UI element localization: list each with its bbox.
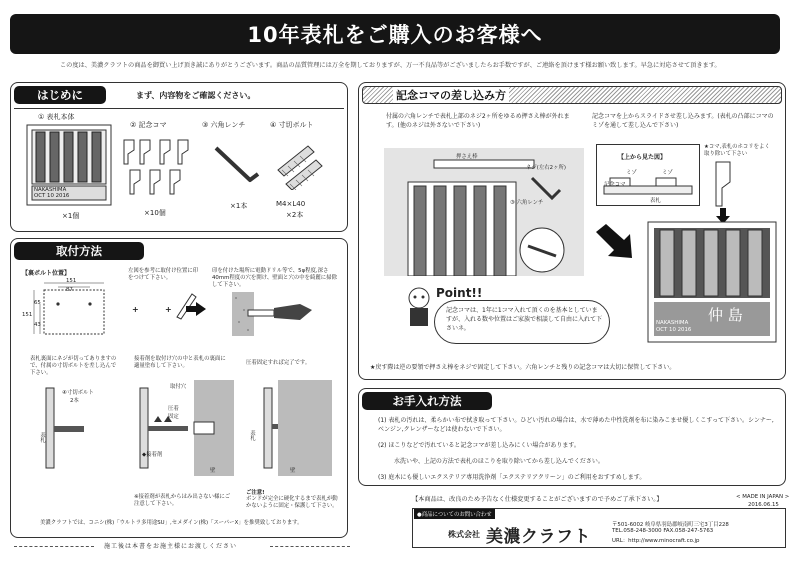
dim-w-outer: 151: [66, 278, 77, 284]
doc-date: 2016.06.15: [748, 502, 779, 508]
drill-illustration: [230, 290, 320, 338]
label-screw: ネジ(左右2ヶ所): [526, 165, 566, 171]
step1-text: 左図を参考に取付け位置に印をつけて下さい。: [128, 268, 199, 281]
adhesive-label-press: 圧着: [168, 406, 179, 412]
intro-text: この度は、美濃クラフトの商品を御買い上げ頂き誠にありがとうございます。商品の品質管理には万全を期しておりますが、万一不良品等がございましたらお手数ですが、ご連絡を頂けます様お願い致します。早急に対応させて頂きます。: [60, 62, 721, 69]
step4-text: 接着剤を取付け穴の中と表札の裏面に適量塗布して下さい。: [134, 356, 226, 369]
kinenkoma-header: [362, 86, 782, 104]
hajimeni-header: はじめに: [14, 86, 106, 104]
bolt-position-label: 【裏ボルト位置】: [22, 270, 71, 277]
adhesive-hole-label: ◆接着剤: [142, 452, 163, 458]
koma-hint: ★コマ,表札のホコリをよく取り除いて下さい: [704, 144, 770, 157]
toritsuke-header: 取付方法: [14, 242, 144, 260]
top-label-koma: 記念コマ: [604, 182, 626, 188]
company-address: 〒501-6002 岐阜県羽島郡岐南町三宅3丁目228: [612, 522, 729, 528]
step2-text: 印を付けた場所に電動ドリル等で、5φ程度,深さ40mm程度の穴を開け、壁面と穴の中を綺麗に掃除して下さい。: [212, 268, 337, 288]
caution-title: ご注意!: [246, 490, 265, 496]
plus-icon: +: [132, 305, 139, 314]
bolt-qty: 2本: [70, 398, 79, 404]
point-body: 記念コマは、1年に1コマ入れて頂くのを基本としていますが、入れる数や位置はご家族で相談して自由に入れて下さいネ。: [446, 307, 603, 332]
plate-kanji: 仲 島: [708, 306, 743, 324]
kinen-koma-illustration: [120, 136, 196, 200]
koma-piece-icon: [712, 160, 734, 208]
dim-h-2: 43: [34, 322, 41, 328]
finish-note: ★戻す際は逆の要領で押さえ棒をネジで固定して下さい。六角レンチと残りの記念コマは大切に保管して下さい。: [370, 364, 676, 371]
oteire-header: お手入れ方法: [362, 392, 492, 410]
bolt-spec: M4×L40: [276, 200, 306, 208]
caution-body: ボンドが完全に硬化するまで表札が動かないように固定・保護して下さい。: [246, 496, 338, 509]
recommend-text: 美濃クラフトでは、コニシ(株)「ウルトラ多用途SU」,セメダイン(株)「スーパーX」を推奨致しております。: [40, 520, 303, 526]
top-label-mizo-2: ミゾ: [662, 170, 673, 176]
top-label-hyosatsu: 表札: [650, 198, 661, 204]
sign-label: 表札: [249, 430, 255, 441]
handover-line-right: [270, 546, 350, 547]
adhesive-diagram: [134, 378, 234, 478]
threaded-bolt-icon: [272, 140, 328, 190]
item-qty: ×2本: [286, 211, 304, 219]
item-name: ② 記念コマ: [130, 121, 167, 129]
kinenkoma-left-text: 付属の六角レンチで表札上部のネジ2ヶ所をゆるめ押さえ棒が外れます。(他のネジは外さないで下さい): [386, 113, 570, 129]
arrow-right-icon: [186, 302, 206, 316]
item-qty: ×10個: [144, 209, 166, 217]
care-item-3: (3) 庭木にも優しいエクステリア専用洗浄剤「エクステリアクリーン」のご利用をおすすめします。: [378, 474, 646, 481]
note-adhesive: ※接着剤が表札からはみ出さない様にご注意して下さい。: [134, 494, 231, 507]
company-logo: 美濃クラフト: [486, 527, 591, 547]
step3-text: 表札裏面にネジが切ってありますので、付属の寸切ボルトを差し込んで下さい。: [30, 356, 117, 376]
care-item-2b: 水洗いや、上記の方法で表札のほこりを取り除いてから差し込んでください。: [394, 458, 604, 465]
label-wrench: ③ 六角レンチ: [510, 200, 544, 206]
adhesive-label-fix: 固定: [168, 414, 179, 420]
item-name: ③ 六角レンチ: [202, 121, 246, 129]
company-prefix: 株式会社: [448, 530, 480, 539]
care-item-1: (1) 表札の汚れは、柔らかい布で拭き取って下さい。ひどい汚れの場合は、水で薄めた中性洗剤を布に染みこませ優しくこすって下さい。シンナー,ベンジン,クレンザーなどは使わないで下さい。: [378, 417, 774, 433]
sign-label: 表札: [39, 432, 45, 443]
page-title: 10年表札をご購入のお客様へ: [10, 14, 780, 54]
divider: [14, 108, 344, 109]
kinenkoma-header-label: 記念コマの差し込み方: [393, 87, 509, 103]
care-item-2: (2) ほこりなどで汚れていると記念コマが差し込みにくい場合があります。: [378, 442, 580, 449]
step5-text: 圧着固定すれば完了です。: [246, 360, 311, 366]
kinenkoma-right-text: 記念コマを上からスライドさせ差し込みます。(表札の凸部にコマのミゾを通して差し込んで下さい): [592, 113, 774, 129]
bolt-label: ④寸切ボルト: [62, 390, 94, 396]
wall-label: 壁: [290, 468, 296, 474]
point-character-icon: [404, 286, 434, 332]
big-arrow-icon: [594, 224, 634, 260]
dim-h-left: 151: [22, 312, 33, 318]
spec-change-notice: 【本商品は、改良のため予告なく仕様変更することがございますので予めご了承下さい。】: [412, 496, 663, 503]
handover-text: 施工後は本書をお施主様にお渡しください: [104, 543, 238, 550]
company-url[interactable]: URL：http://www.minocraft.co.jp: [612, 538, 700, 544]
dim-h-1: 65: [34, 300, 41, 306]
label-bar: 押さえ棒: [456, 154, 478, 160]
wall-label: 壁: [210, 468, 216, 474]
company-tel: TEL.058-248-3000 FAX.058-247-5763: [612, 528, 714, 534]
hajimeni-subheader: まず、内容物をご確認ください。: [136, 91, 256, 100]
item-qty: ×1本: [230, 202, 248, 210]
plus-icon: +: [165, 305, 172, 314]
item-name: ④ 寸切ボルト: [270, 121, 314, 129]
item-name: ① 表札本体: [38, 113, 75, 121]
top-label-mizo: ミゾ: [626, 170, 637, 176]
top-view-title: 【上から見た図】: [618, 154, 667, 161]
plate-name-large: NAKASHIMA OCT 10 2016: [656, 320, 692, 333]
finished-diagram: [254, 378, 334, 478]
handover-line-left: [14, 546, 94, 547]
hex-wrench-icon: [212, 140, 262, 190]
made-in-japan: < MADE IN JAPAN >: [736, 494, 790, 500]
inquiry-label: ●商品についてのお問い合わせ: [414, 509, 495, 519]
plate-name: NAKASHIMA OCT 10 2016: [34, 187, 70, 199]
point-title: Point!!: [436, 286, 483, 300]
adhesive-label-hole: 取付穴: [170, 384, 187, 390]
item-qty: ×1個: [62, 212, 80, 220]
dim-w-inner: 87: [66, 287, 73, 293]
